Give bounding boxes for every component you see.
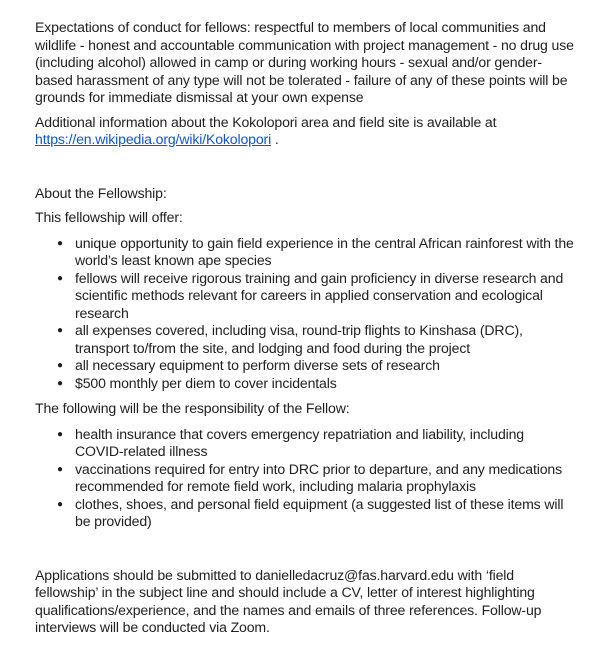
additional-info-paragraph bbox=[35, 114, 575, 149]
applications-paragraph: Applications should be submitted to danielledacruz@fas.harvard.edu with ‘field fellowship’ in the subject line and should include a CV, letter of interest highlighting qualifications/experience, and the names and emails of three references. Follow-up interviews will be conducted via Zoom. bbox=[35, 566, 542, 635]
bullet-icon: ● bbox=[57, 428, 63, 440]
conduct-paragraph: Expectations of conduct for fellows: respectful to members of local communities and wildlife - honest and accountable communication with project management - no drug use (including alcohol) allowed in camp or during working hours - sexual and/or gender-based harassment of any type will not be tolerated - failure of any of these points will be grounds for immediate dismissal at your own expense bbox=[35, 19, 574, 105]
responsibility-intro: The following will be the responsibility of the Fellow: bbox=[35, 400, 350, 416]
list-item: ● $500 monthly per diem to cover incidentals bbox=[57, 374, 337, 391]
additional-info-text: Additional information about the Kokolopori area and field site is available at bbox=[35, 113, 497, 130]
bullet-icon: ● bbox=[57, 237, 63, 249]
bullet-icon: ● bbox=[57, 377, 63, 389]
list-item: ● vaccinations required for entry into DRC prior to departure, and any medications recommended for remote field work, including malaria prophylaxis bbox=[57, 460, 563, 494]
bullet-icon: ● bbox=[57, 463, 63, 475]
offers-list bbox=[35, 235, 575, 393]
document-body bbox=[35, 19, 575, 637]
bullet-icon: ● bbox=[57, 498, 63, 510]
about-heading: About the Fellowship: bbox=[35, 184, 167, 201]
list-item: ● clothes, shoes, and personal field equipment (a suggested list of these items will be provided) bbox=[57, 495, 564, 529]
additional-info-after-link: . bbox=[271, 131, 279, 147]
kokolopori-link[interactable]: https://en.wikipedia.org/wiki/Kokolopori bbox=[35, 131, 272, 147]
list-item: ● unique opportunity to gain field experience in the central African rainforest with the world’s least known ape species bbox=[57, 234, 574, 268]
offer-intro: This fellowship will offer: bbox=[35, 209, 183, 225]
responsibilities-list bbox=[35, 426, 575, 531]
bullet-icon: ● bbox=[57, 325, 63, 336]
bullet-icon: ● bbox=[57, 360, 63, 371]
list-item: ● health insurance that covers emergency repatriation and liability, including COVID-related illness bbox=[57, 425, 524, 459]
list-item: ● all necessary equipment to perform diverse sets of research bbox=[57, 357, 440, 373]
list-item: ● fellows will receive rigorous training and gain proficiency in diverse research and scientific methods relevant for careers in applied conservation and ecological research bbox=[57, 269, 564, 321]
list-item: ● all expenses covered, including visa, round-trip flights to Kinshasa (DRC), transport to/from the site, and lodging and food during the project bbox=[57, 322, 523, 356]
bullet-icon: ● bbox=[57, 272, 63, 284]
